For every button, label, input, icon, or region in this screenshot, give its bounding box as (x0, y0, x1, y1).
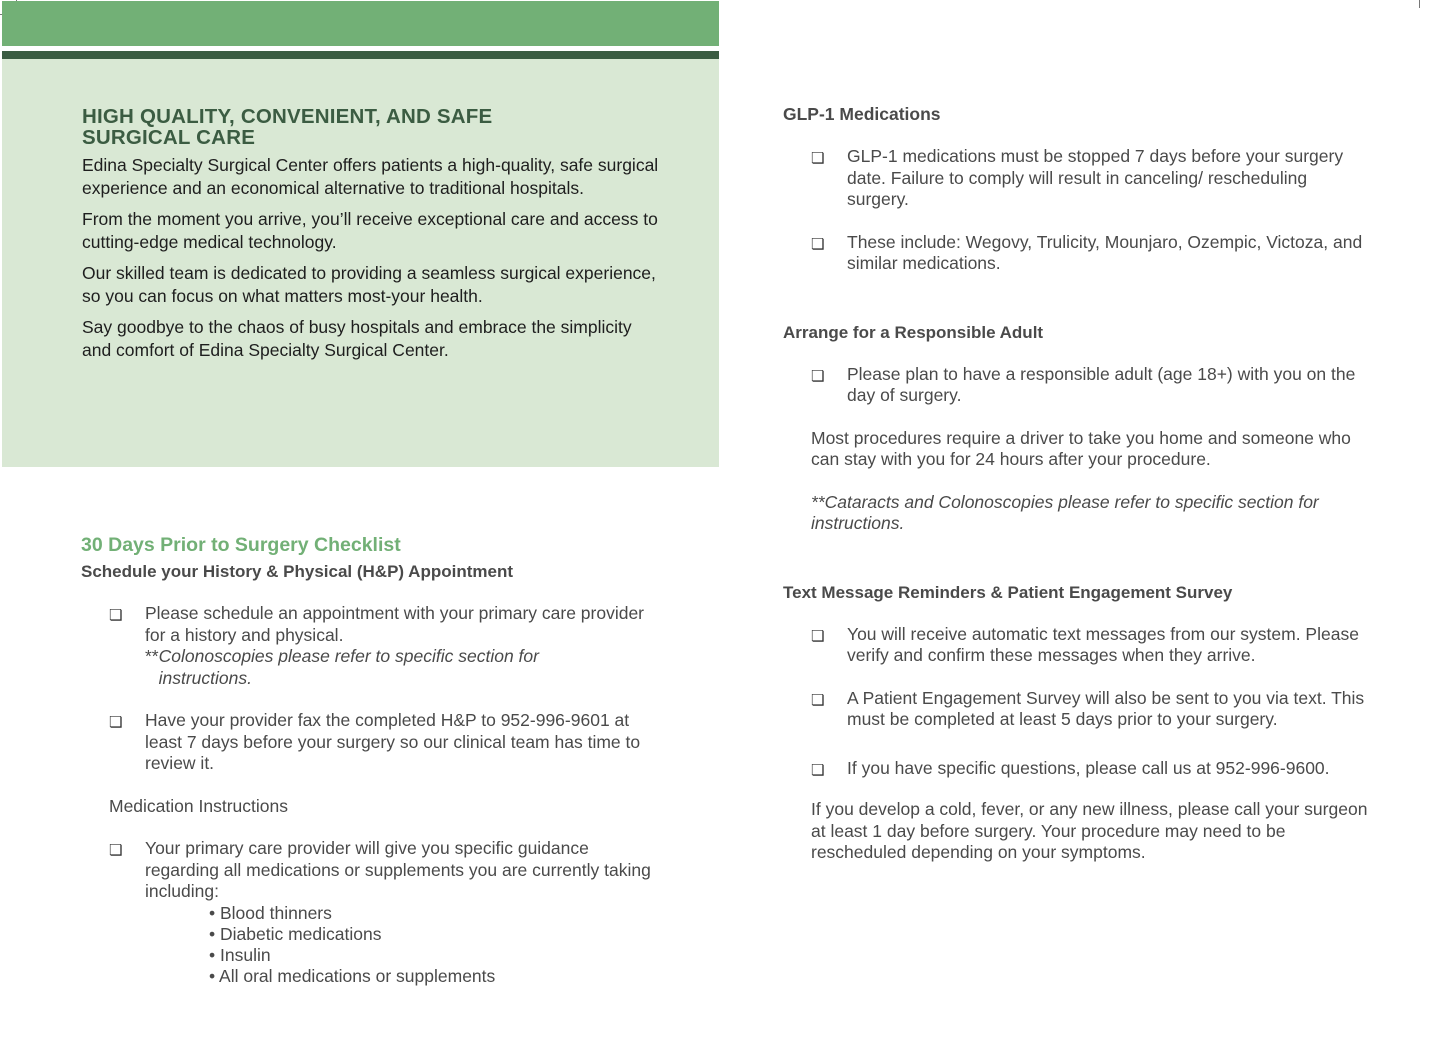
list-item: • Blood thinners (209, 903, 651, 924)
checklist-item (81, 603, 651, 689)
driver-paragraph: Most procedures require a driver to take you home and someone who can stay with you for 24 hours after your procedure. (811, 427, 1351, 469)
crop-mark (1419, 0, 1420, 8)
text-reminders-heading: Text Message Reminders & Patient Engagement Survey (783, 582, 1233, 602)
checklist-item (783, 688, 1373, 731)
checkbox-icon: ❏ (811, 626, 825, 645)
questions-text: If you have specific questions, please call us at 952-996-9600. (847, 757, 1330, 778)
colonoscopy-note: Colonoscopies please refer to specific section for instructions. (158, 646, 539, 688)
intro-title: HIGH QUALITY, CONVENIENT, AND SAFE SURGICAL CARE (82, 105, 493, 149)
list-item: • Diabetic medications (209, 924, 651, 945)
medication-text: Your primary care provider will give you specific guidance regarding all medications or supplements you are currently taking including: (145, 838, 651, 901)
text-message-text: You will receive automatic text messages from our system. Please verify and confirm these messages when they arrive. (847, 623, 1359, 665)
checklist-item (81, 710, 651, 775)
checkbox-icon: ❏ (811, 234, 825, 253)
intro-panel (2, 59, 719, 467)
checklist-item (783, 364, 1373, 407)
checklist-section (81, 533, 651, 987)
list-item: • Insulin (209, 945, 651, 966)
checklist-item (783, 146, 1373, 211)
checklist-item (81, 838, 651, 987)
intro-paragraph: Our skilled team is dedicated to providing a seamless surgical experience, so you can focus on what matters most-your health. (82, 263, 656, 306)
glp1-list-text: These include: Wegovy, Trulicity, Mounjaro, Ozempic, Victoza, and similar medications. (847, 231, 1363, 273)
intro-paragraph: Say goodbye to the chaos of busy hospitals and embrace the simplicity and comfort of Edina Specialty Surgical Center. (82, 317, 632, 360)
checkbox-icon: ❏ (109, 606, 123, 624)
checkbox-icon: ❏ (811, 690, 825, 709)
hp-schedule-text: Please schedule an appointment with your primary care provider for a history and physical. (145, 603, 645, 645)
checkbox-icon: ❏ (811, 366, 825, 385)
hp-heading: Schedule your History & Physical (H&P) Appointment (81, 562, 513, 581)
survey-text: A Patient Engagement Survey will also be sent to you via text. This must be completed at least 5 days prior to your surgery. (847, 687, 1365, 729)
checklist-item (783, 758, 1373, 780)
illness-paragraph: If you develop a cold, fever, or any new illness, please call your surgeon at least 1 day before surgery. Your procedure may need to be rescheduled depending on your symptoms. (811, 799, 1368, 862)
adult-heading: Arrange for a Responsible Adult (783, 322, 1044, 342)
intro-paragraph: Edina Specialty Surgical Center offers patients a high-quality, safe surgical experience and an economical alternative to traditional hospitals. (82, 155, 659, 198)
checklist-title: 30 Days Prior to Surgery Checklist (81, 534, 401, 556)
checklist-item (783, 624, 1373, 667)
glp1-stop-text: GLP-1 medications must be stopped 7 days before your surgery date. Failure to comply will result in canceling/ rescheduling surgery. (847, 146, 1344, 209)
medication-heading: Medication Instructions (109, 795, 288, 816)
note-prefix: ** (145, 646, 159, 666)
list-item: • All oral medications or supplements (209, 966, 651, 987)
cataracts-note: **Cataracts and Colonoscopies please refer to specific section for instructions. (811, 491, 1319, 533)
checklist-item (783, 232, 1373, 275)
intro-content (82, 106, 662, 370)
header-divider-line (2, 51, 719, 59)
checkbox-icon: ❏ (811, 149, 825, 167)
checkbox-icon: ❏ (109, 841, 123, 859)
header-green-bar (2, 1, 719, 46)
right-column (783, 103, 1373, 864)
checkbox-icon: ❏ (811, 760, 825, 779)
glp1-heading: GLP-1 Medications (783, 104, 941, 124)
adult-text: Please plan to have a responsible adult (age 18+) with you on the day of surgery. (847, 363, 1356, 405)
medication-bullet-list (145, 903, 651, 987)
intro-paragraph: From the moment you arrive, you’ll receive exceptional care and access to cutting-edge medical technology. (82, 209, 658, 252)
checkbox-icon: ❏ (109, 713, 123, 731)
hp-fax-text: Have your provider fax the completed H&P to 952-996-9601 at least 7 days before your surgery so our clinical team has time to review it. (145, 710, 641, 773)
